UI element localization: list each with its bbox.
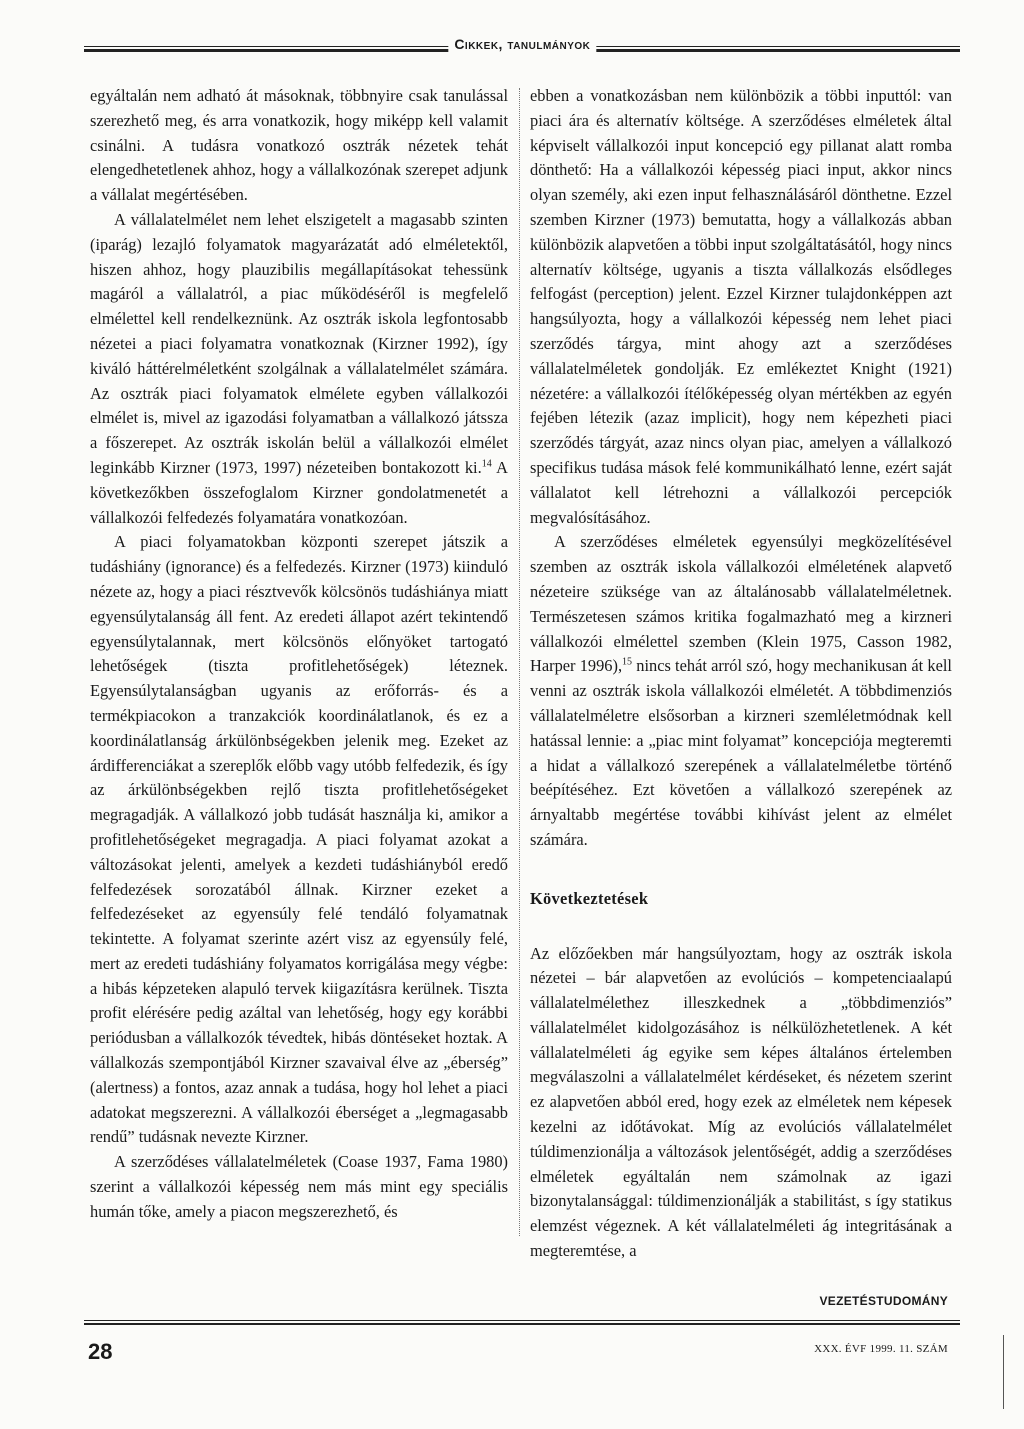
footnote-ref[interactable]: 15: [622, 656, 633, 668]
margin-line: [1003, 1335, 1004, 1409]
paragraph-text: A következőkben összefoglalom Kirzner gondolatmenetét a vállalkozói felfedezés folyamatára vonatkozóan.: [90, 457, 508, 527]
paragraph: [530, 530, 952, 852]
paragraph-text: nincs tehát arról szó, hogy mechanikusan át kell venni az osztrák iskola vállalkozói elméletét. A többdimenziós vállalatelméletre elsősorban a kirzneri szemléletmódnak kell hatással lennie: a „piac mint folyamat” koncepciója megteremti a hidat a vállalkozó szerepének a vállalatelméletbe történő beépítéséhez. Ezt követően a vállalkozó szerepének az árnyaltabb megértése további kihívást jelent az elmélet számára.: [530, 656, 952, 849]
paragraph: A szerződéses vállalatelméletek (Coase 1937, Fama 1980) szerint a vállalkozói képesség nem más mint egy speciális humán tőke, amely a piacon megszerezhető, és: [90, 1152, 508, 1221]
paragraph: A piaci folyamatokban központi szerepet játszik a tudáshiány (ignorance) és a felfedezés. Kirzner (1973) kiinduló nézete az, hogy a piaci résztvevők kölcsönös tudáshiánya miatt egyensúlytalanság áll fent. Az eredeti állapot azért tekintendő egyensúlytalannak, mert kölcsönös előnyöket tartogató lehetőségek (tiszta profitlehetőségek) léteznek. Egyensúlytalanságban ugyanis az erőforrás- és a termékpiacokon a tranzakciók koordinálatlanok, és ez a koordinálatlanság árkülönbségekben jelenik meg. Ezeket az árdifferenciákat a szereplők előbb vagy utóbb felfedezik, és így az árkülönbségekben rejlő tiszta profitlehetőségeket megragadják. A vállalkozó jobb tudását használja ki, amikor a profitlehetőségeket megragadja. A piaci folyamat azokat a változásokat jelenti, amelyek a kezdeti tudáshiányból eredő felfedezések sorozatából állnak. Kirzner ezeket a felfedezéseket az egyensúly felé tendáló folyamatnak tekintette. A folyamat szerinte azért visz az egyensúly felé, mert az eredeti tudáshiány folyamatos korrigálása megy végbe: a hibás képzeteken alapuló tervek kiigazításra kerülnek. Tiszta profit elérésére pedig azáltal van lehetőség, hogy egy korábbi periódusban a vállalkozók tévedtek, hibás döntéseket hoztak. A vállalkozás szempontjából Kirzner szavaival élve az „éberség” (alertness) a fontos, azaz annak a tudása, hogy hol lehet a piaci adatokat megszerezni. A vállalkozói éberséget a „legmagasabb rendű” tudásnak nevezte Kirzner.: [90, 532, 508, 1147]
running-header: Cikkek, tanulmányok: [448, 36, 596, 52]
page-number: 28: [88, 1339, 113, 1364]
paragraph: ebben a vonatkozásban nem különbözik a többi inputtól: van piaci ára és alternatív költsége. A szerződéses elméletek által képviselt vállalkozói input koncepció egy pillanat alatt romba dönthető: Ha a vállalkozói képesség piaci input, akkor nincs olyan személy, aki ezen input felhasználásáról dönthetne. Ezzel szemben Kirzner (1973) bemutatta, hogy a vállalkozás abban különbözik alapvetően a többi input szolgáltatásától, hogy nincs alternatív költsége, ugyanis a tiszta vállalkozás elsődleges felfogást (perception) jelent. Ezzel Kirzner tulajdonképpen azt hangsúlyozta, hogy a vállalkozói képesség nem lehet piaci szerződés tárgya, mint ahogy azt a szerződéses vállalatelméletek gondolják. Ez emlékeztet Knight (1921) nézetére: a vállalkozói ítélőképesség olyan mértékben az egyén fejében létezik (azaz implicit), hogy nem képezheti piaci szerződés tárgyát, azaz nincs olyan piac, amelyen a vállalkozó specifikus tudása mások felé kommunikálható lenne, ezért saját vállalatot kell létrehozni a vállalkozói percepciók megvalósításához.: [530, 86, 952, 527]
column-divider: [519, 88, 520, 1236]
footer-rule: [84, 1320, 960, 1325]
paragraph: Az előzőekben már hangsúlyoztam, hogy az osztrák iskola nézetei – bár alapvetően az evolúciós – kompetenciaalapú vállalatelmélethez illeszkednek a „többdimenziós” vállalatelmélet kidolgozásához is nélkülözhetetlenek. A két vállalatelméleti ág egyike sem képes általános értelemben megválaszolni a vállalatelmélet kérdéseket, és nézetem szerint ez alapvetően abból ered, hogy ezek az elméletek nem képesek kezelni az időtávokat. Míg az evolúciós vállalatelmélet túldimenzionálja a változások jelentőségét, addig a szerződéses elméletek egyáltalán nem számolnak az igazi bizonytalansággal: túldimenzionálják a stabilitást, s így statikus elemzést végeznek. A két vállalatelméleti ág integritásának a megteremtése, a: [530, 943, 952, 1261]
section-heading: Következtetések: [530, 888, 649, 908]
paragraph: egyáltalán nem adható át másoknak, többnyire csak tanulással szerezhető meg, és arra vonatkozik, hogy miképp kell valamit csinálni. A tudásra vonatkozó osztrák nézetek tehát elengedhetetlenek ahhoz, hogy a vállalkozónak szerepet adjunk a vállalat megértésében.: [90, 86, 508, 205]
left-column: [90, 84, 508, 1225]
paragraph: [90, 208, 508, 530]
paragraph-text: A szerződéses elméletek egyensúlyi megközelítésével szemben az osztrák iskola vállalkozói elméletének alapvető nézeteire szüksége van az általánosabb vállalatelméletnek. Természetesen számos kritika fogalmazható meg a kirzneri vállalkozói elmélettel szemben (Klein 1975, Casson 1982, Harper 1996),: [530, 532, 952, 676]
footnote-ref[interactable]: 14: [481, 458, 492, 470]
paragraph-text: A vállalatelmélet nem lehet elszigetelt a magasabb szinten (iparág) lezajló folyamatok magyarázatát adó elméletektől, hiszen ahhoz, hogy plauzibilis megállapításokat tehessünk magáról a vállalatról, a piac működéséről is megfelelő elmélettel kell rendelkeznünk. Az osztrák iskola legfontosabb nézetei a piaci folyamatra vonatkoznak (Kirzner 1992), így kiváló háttérelméletként szolgálnak a vállalatelmélet számára. Az osztrák piaci folyamatok elmélete egyben vállalkozói elmélet is, mivel az igazodási folyamatban a vállalkozó játssza a főszerepet. Az osztrák iskolán belül a vállalkozói elmélet leginkább Kirzner (1973, 1997) nézeteiben bontakozott ki.: [90, 209, 508, 477]
issue-info: XXX. ÉVF 1999. 11. SZÁM: [814, 1343, 948, 1355]
right-column: [530, 84, 952, 1264]
journal-name: VEZETÉSTUDOMÁNY: [819, 1294, 948, 1308]
